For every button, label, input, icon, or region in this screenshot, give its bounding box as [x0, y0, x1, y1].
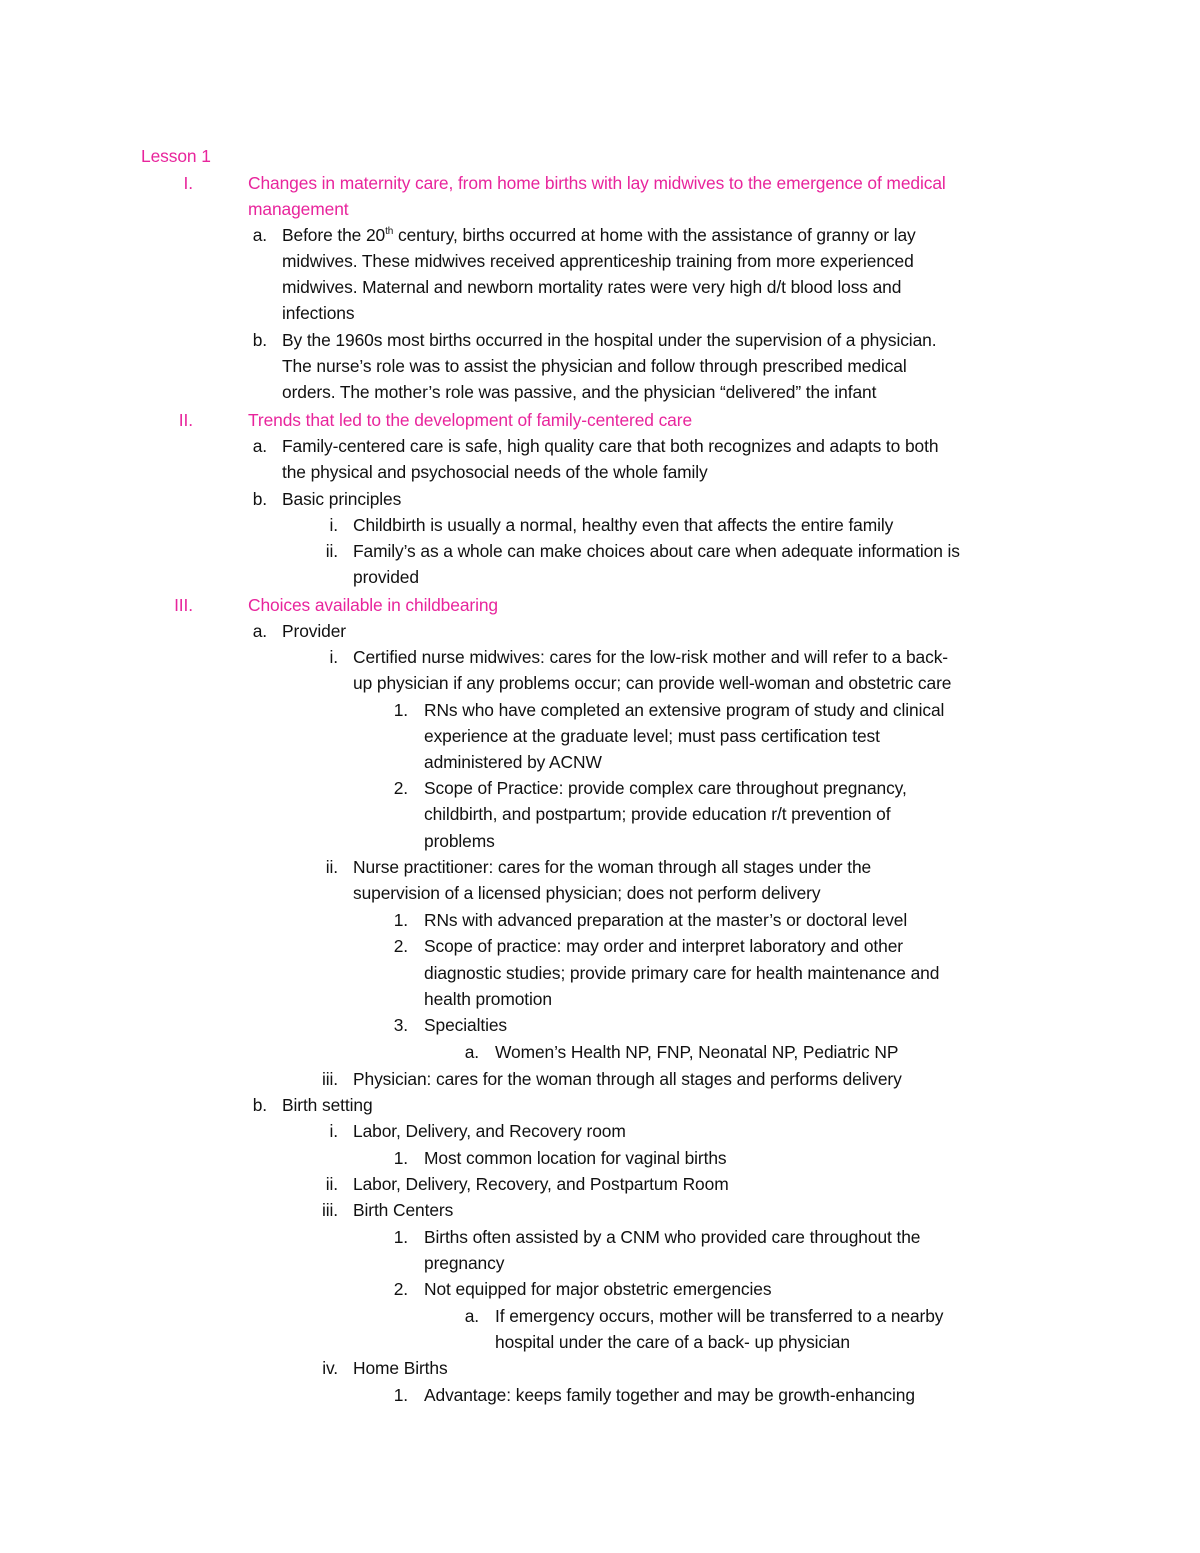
line-text — [424, 828, 495, 854]
line-text-main: Before the 20 — [282, 225, 386, 245]
list-marker: III. — [174, 595, 193, 615]
line-text — [424, 1250, 504, 1276]
line-text-main: Birth setting — [282, 1095, 373, 1115]
line-text-main: pregnancy — [424, 1253, 505, 1273]
line-text — [282, 459, 708, 485]
line-text-main: Labor, Delivery, and Recovery room — [353, 1121, 626, 1141]
outline-line — [0, 1382, 1200, 1408]
outline-line — [0, 749, 1200, 775]
list-marker: 1. — [393, 1148, 408, 1168]
line-text — [353, 1171, 729, 1197]
outline-line — [0, 196, 1200, 222]
line-text-cont: century, births occurred at home with the assistance of granny or lay — [393, 225, 916, 245]
line-text-main: Choices available in childbearing — [248, 595, 498, 615]
list-marker: iv. — [322, 1358, 338, 1378]
outline-line — [0, 1250, 1200, 1276]
outline-line — [0, 486, 1200, 512]
line-text — [353, 880, 820, 906]
line-text — [282, 222, 916, 248]
line-text — [424, 1224, 920, 1250]
line-text — [282, 379, 876, 405]
line-text — [424, 1276, 771, 1302]
list-marker: iii. — [321, 1069, 338, 1089]
outline-line — [0, 618, 1200, 644]
line-text — [282, 353, 907, 379]
outline-line — [0, 512, 1200, 538]
line-text-main: Nurse practitioner: cares for the woman through all stages under the — [353, 857, 872, 877]
line-text — [424, 986, 552, 1012]
line-text — [353, 564, 419, 590]
list-marker: i. — [329, 647, 338, 667]
list-marker: a. — [252, 436, 267, 456]
line-text — [282, 1092, 373, 1118]
line-text — [353, 670, 951, 696]
line-text-main: midwives. Maternal and newborn mortality rates were very high d/t blood loss and — [282, 277, 902, 297]
list-marker: ii. — [325, 1174, 338, 1194]
outline-line — [0, 880, 1200, 906]
line-text — [424, 749, 602, 775]
line-text-main: Changes in maternity care, from home births with lay midwives to the emergence of medical — [248, 173, 946, 193]
line-text — [424, 1012, 507, 1038]
outline-line — [0, 1303, 1200, 1329]
outline-line — [0, 592, 1200, 618]
line-text-main: hospital under the care of a back- up physician — [495, 1332, 850, 1352]
line-text — [248, 170, 946, 196]
line-text — [248, 196, 349, 222]
line-text — [353, 512, 893, 538]
list-marker: ii. — [325, 857, 338, 877]
outline-line — [0, 327, 1200, 353]
outline-line — [0, 459, 1200, 485]
superscript: th — [385, 226, 394, 238]
line-text-main: Births often assisted by a CNM who provided care throughout the — [424, 1227, 921, 1247]
outline-line — [0, 1224, 1200, 1250]
line-text — [353, 1066, 902, 1092]
outline-line — [0, 379, 1200, 405]
outline-line — [0, 933, 1200, 959]
line-text — [424, 1145, 727, 1171]
outline-line — [0, 1197, 1200, 1223]
outline-line — [0, 775, 1200, 801]
outline-line — [0, 170, 1200, 196]
outline-line — [0, 723, 1200, 749]
line-text — [282, 433, 938, 459]
outline-line — [0, 828, 1200, 854]
line-text-main: Specialties — [424, 1015, 508, 1035]
list-marker: 2. — [393, 1279, 408, 1299]
outline-line — [0, 1171, 1200, 1197]
line-text-main: Provider — [282, 621, 346, 641]
outline-line — [0, 248, 1200, 274]
line-text-main: RNs with advanced preparation at the master’s or doctoral level — [424, 910, 908, 930]
outline-line — [0, 1355, 1200, 1381]
outline-line — [0, 1276, 1200, 1302]
line-text-main: health promotion — [424, 989, 552, 1009]
outline-line — [0, 907, 1200, 933]
line-text — [282, 300, 354, 326]
list-marker: a. — [252, 621, 267, 641]
outline-line — [0, 564, 1200, 590]
outline-line — [0, 1012, 1200, 1038]
list-marker: 2. — [393, 936, 408, 956]
outline-line — [0, 1039, 1200, 1065]
line-text-main: the physical and psychosocial needs of the whole family — [282, 462, 708, 482]
list-marker: i. — [329, 515, 338, 535]
line-text-main: Not equipped for major obstetric emergencies — [424, 1279, 772, 1299]
line-text-main: orders. The mother’s role was passive, and the physician “delivered” the infant — [282, 382, 877, 402]
line-text — [424, 933, 903, 959]
outline-line — [0, 986, 1200, 1012]
outline-line — [0, 433, 1200, 459]
line-text — [424, 723, 880, 749]
line-text-main: Labor, Delivery, Recovery, and Postpartum Room — [353, 1174, 729, 1194]
line-text-main: Birth Centers — [353, 1200, 454, 1220]
line-text — [424, 775, 907, 801]
line-text-main: Advantage: keeps family together and may be growth-enhancing — [424, 1385, 915, 1405]
line-text-main: The nurse’s role was to assist the physician and follow through prescribed medical — [282, 356, 907, 376]
line-text — [424, 801, 890, 827]
list-marker: a. — [464, 1042, 479, 1062]
line-text — [282, 327, 936, 353]
list-marker: II. — [178, 410, 193, 430]
line-text-main: up physician if any problems occur; can provide well-woman and obstetric care — [353, 673, 952, 693]
line-text-main: By the 1960s most births occurred in the hospital under the supervision of a physician. — [282, 330, 937, 350]
outline-line — [0, 538, 1200, 564]
line-text-main: supervision of a licensed physician; does not perform delivery — [353, 883, 821, 903]
line-text — [353, 1355, 448, 1381]
line-text-main: infections — [282, 303, 355, 323]
line-text — [424, 697, 944, 723]
line-text-main: childbirth, and postpartum; provide education r/t prevention of — [424, 804, 891, 824]
line-text-main: experience at the graduate level; must pass certification test — [424, 726, 880, 746]
line-text-main: Family’s as a whole can make choices about care when adequate information is — [353, 541, 960, 561]
line-text — [282, 274, 901, 300]
list-marker: b. — [252, 330, 267, 350]
outline-line — [0, 407, 1200, 433]
line-text — [495, 1039, 898, 1065]
list-marker: i. — [329, 1121, 338, 1141]
line-text — [248, 592, 498, 618]
outline-line — [0, 1092, 1200, 1118]
list-marker: 1. — [393, 910, 408, 930]
list-marker: 3. — [393, 1015, 408, 1035]
line-text — [248, 407, 692, 433]
line-text — [495, 1303, 943, 1329]
outline-line — [0, 644, 1200, 670]
line-text — [353, 1197, 453, 1223]
line-text — [282, 248, 914, 274]
list-marker: ii. — [325, 541, 338, 561]
outline-line — [0, 1066, 1200, 1092]
line-text-main: If emergency occurs, mother will be transferred to a nearby — [495, 1306, 944, 1326]
line-text — [282, 618, 346, 644]
line-text-main: Certified nurse midwives: cares for the low-risk mother and will refer to a back- — [353, 647, 948, 667]
outline-line — [0, 854, 1200, 880]
line-text-main: Home Births — [353, 1358, 448, 1378]
line-text-main: Family-centered care is safe, high quality care that both recognizes and adapts to both — [282, 436, 939, 456]
list-marker: 1. — [393, 700, 408, 720]
lesson-title: Lesson 1 — [141, 146, 211, 166]
outline-line — [0, 274, 1200, 300]
list-marker: a. — [464, 1306, 479, 1326]
outline-line — [0, 1118, 1200, 1144]
list-marker: a. — [252, 225, 267, 245]
outline-line — [0, 222, 1200, 248]
outline-line — [0, 1145, 1200, 1171]
list-marker: 2. — [393, 778, 408, 798]
outline-line — [0, 353, 1200, 379]
list-marker: 1. — [393, 1385, 408, 1405]
line-text-main: Basic principles — [282, 489, 402, 509]
line-text — [353, 538, 960, 564]
line-text-main: RNs who have completed an extensive program of study and clinical — [424, 700, 945, 720]
line-text-main: Physician: cares for the woman through all stages and performs delivery — [353, 1069, 902, 1089]
line-text-main: diagnostic studies; provide primary care for health maintenance and — [424, 963, 940, 983]
list-marker: iii. — [321, 1200, 338, 1220]
line-text — [424, 907, 907, 933]
line-text — [353, 1118, 626, 1144]
list-marker: b. — [252, 1095, 267, 1115]
line-text-main: Trends that led to the development of family-centered care — [248, 410, 693, 430]
line-text-main: Scope of practice: may order and interpret laboratory and other — [424, 936, 903, 956]
line-text-main: Scope of Practice: provide complex care throughout pregnancy, — [424, 778, 907, 798]
line-text-main: management — [248, 199, 349, 219]
line-text-main: problems — [424, 831, 495, 851]
line-text — [495, 1329, 850, 1355]
line-text-main: administered by ACNW — [424, 752, 602, 772]
line-text — [353, 854, 871, 880]
line-text — [353, 644, 948, 670]
line-text — [424, 960, 939, 986]
outline-line — [0, 670, 1200, 696]
list-marker: 1. — [393, 1227, 408, 1247]
line-text-main: Most common location for vaginal births — [424, 1148, 727, 1168]
outline-line — [0, 697, 1200, 723]
line-text-main: midwives. These midwives received apprenticeship training from more experienced — [282, 251, 914, 271]
outline-line — [0, 801, 1200, 827]
line-text — [424, 1382, 915, 1408]
outline-line — [0, 960, 1200, 986]
line-text-main: Women’s Health NP, FNP, Neonatal NP, Pediatric NP — [495, 1042, 899, 1062]
outline-line — [0, 300, 1200, 326]
line-text-main: Childbirth is usually a normal, healthy even that affects the entire family — [353, 515, 894, 535]
lesson-title-row — [0, 143, 1200, 169]
line-text-main: provided — [353, 567, 419, 587]
line-text — [282, 486, 401, 512]
list-marker: b. — [252, 489, 267, 509]
list-marker: I. — [183, 173, 193, 193]
outline-line — [0, 1329, 1200, 1355]
